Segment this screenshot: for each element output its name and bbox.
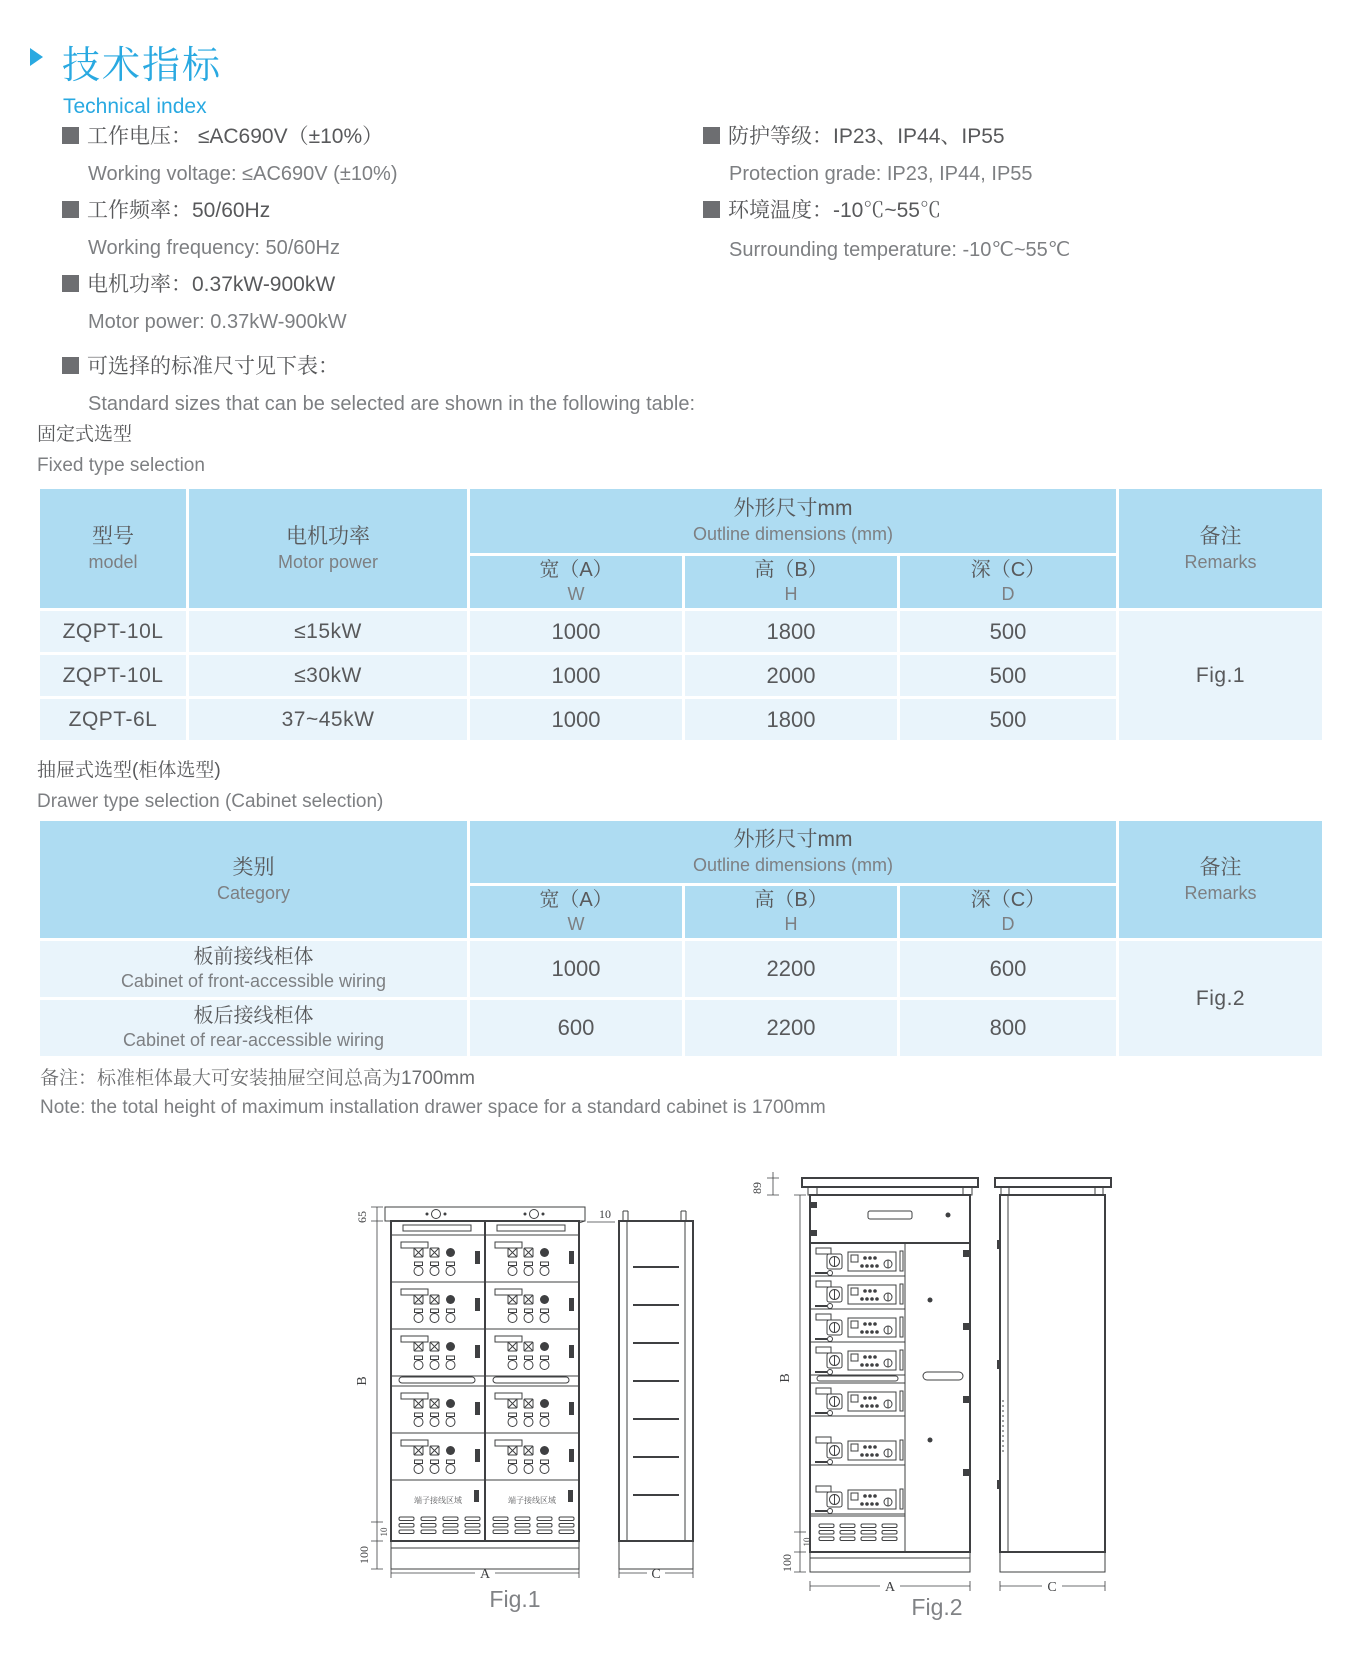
section-label-en: Fixed type selection [37,455,205,476]
fixed-type-table [37,486,1325,743]
dim-C: C [1047,1580,1057,1595]
fig2-drawing [705,1110,1135,1620]
section-label-zh: 抽屉式选型(柜体选型) [37,760,221,781]
cell-height: 2200 [685,941,897,997]
bullet-square-icon [703,127,720,144]
spec-motor-power [62,272,682,334]
spec-zh: 可选择的标准尺寸见下表： [87,355,339,378]
cell-depth: 500 [900,611,1116,652]
cell-model: ZQPT-10L [40,655,186,696]
fig1-drawing [335,1195,715,1615]
cell-remark: Fig.1 [1119,611,1322,740]
cell-power: ≤30kW [189,655,467,696]
header-outline-dimensions: 外形尺寸mm Outline dimensions (mm) [470,489,1116,553]
header-category: 类别 Category [40,821,467,938]
bullet-square-icon [62,127,79,144]
cell-height: 1800 [685,699,897,740]
dim-100: 100 [780,1554,794,1572]
spec-surrounding-temperature [703,198,1323,262]
dim-100: 100 [357,1546,371,1564]
header-width: 宽（A） W [470,886,682,938]
cell-power: 37~45kW [189,699,467,740]
spec-en: Surrounding temperature: -10℃~55℃ [729,239,1071,261]
spec-zh: 防护等级：IP23、IP44、IP55 [728,125,1005,148]
cell-model: ZQPT-10L [40,611,186,652]
cell-remark: Fig.2 [1119,941,1322,1056]
table-row [40,941,1322,997]
header-motor-power: 电机功率 Motor power [189,489,467,608]
dim-65: 65 [355,1211,369,1223]
footnote-en: Note: the total height of maximum installation drawer space for a standard cabinet is 1700mm [40,1097,826,1118]
fig1-caption: Fig.1 [489,1586,541,1612]
fig2-dimensions [750,1172,1105,1595]
header-outline-dimensions: 外形尺寸mm Outline dimensions (mm) [470,821,1116,883]
fig2-front-view [802,1178,978,1572]
spec-en: Standard sizes that can be selected are shown in the following table: [88,393,696,415]
header-depth: 深（C） D [900,886,1116,938]
spec-protection-grade [703,124,1323,186]
header-depth: 深（C） D [900,556,1116,608]
cell-power: ≤15kW [189,611,467,652]
fig2-side-view [995,1178,1111,1572]
cell-model: ZQPT-6L [40,699,186,740]
cell-category: 板后接线柜体 Cabinet of rear-accessible wiring [40,1000,467,1056]
bullet-square-icon [703,201,720,218]
section-arrow-icon [30,48,43,66]
dim-10: 10 [802,1537,812,1547]
cell-width: 1000 [470,611,682,652]
cell-depth: 800 [900,1000,1116,1056]
title-block [30,34,222,119]
header-remarks: 备注 Remarks [1119,489,1322,608]
dim-B: B [355,1376,370,1386]
section-label-zh: 固定式选型 [37,424,133,445]
dim-89: 89 [750,1182,764,1194]
drawer-type-section-label [37,755,383,813]
table-row [40,611,1322,652]
table-header-row [40,489,1322,553]
terminal-area-label: 端子接线区域 [414,1496,462,1505]
spec-zh: 电机功率：0.37kW-900kW [87,273,336,296]
dim-A: A [884,1580,896,1595]
bullet-square-icon [62,357,79,374]
cell-height: 1800 [685,611,897,652]
spec-working-voltage [62,124,682,186]
cell-width: 600 [470,1000,682,1056]
spec-zh: 工作频率：50/60Hz [87,199,271,222]
spec-en: Working frequency: 50/60Hz [88,237,340,259]
dim-A: A [479,1567,491,1582]
header-height: 高（B） H [685,886,897,938]
drawer-type-table [37,818,1325,1059]
table-header-row [40,821,1322,883]
cell-height: 2200 [685,1000,897,1056]
dim-10: 10 [379,1527,389,1537]
fig2-caption: Fig.2 [911,1594,963,1620]
spec-en: Motor power: 0.37kW-900kW [88,311,347,333]
spec-zh: 环境温度：-10℃~55℃ [728,199,941,222]
header-height: 高（B） H [685,556,897,608]
spec-en: Working voltage: ≤AC690V (±10%) [88,163,398,185]
cell-width: 1000 [470,941,682,997]
fig1-front-view [385,1207,585,1569]
cell-width: 1000 [470,655,682,696]
spec-working-frequency [62,198,682,260]
dim-10-top: 10 [599,1207,611,1221]
cell-depth: 500 [900,699,1116,740]
cell-depth: 600 [900,941,1116,997]
cell-width: 1000 [470,699,682,740]
page-title: 技术指标 [62,45,223,87]
header-model: 型号 model [40,489,186,608]
header-width: 宽（A） W [470,556,682,608]
cell-height: 2000 [685,655,897,696]
terminal-area-label: 端子接线区域 [508,1496,556,1505]
cell-category: 板前接线柜体 Cabinet of front-accessible wiring [40,941,467,997]
section-label-en: Drawer type selection (Cabinet selection) [37,791,384,812]
fig1-side-view [619,1211,693,1569]
dim-B: B [778,1373,793,1383]
dim-C: C [651,1567,661,1582]
spec-zh: 工作电压： ≤AC690V（±10%） [87,125,384,148]
header-remarks: 备注 Remarks [1119,821,1322,938]
bullet-square-icon [62,275,79,292]
spec-standard-sizes [62,354,962,416]
spec-en: Protection grade: IP23, IP44, IP55 [729,163,1033,185]
footnote-zh: 备注：标准柜体最大可安装抽屉空间总高为1700mm [40,1068,475,1089]
bullet-square-icon [62,201,79,218]
fixed-type-section-label [37,419,205,477]
cell-depth: 500 [900,655,1116,696]
page-subtitle: Technical index [63,95,207,118]
